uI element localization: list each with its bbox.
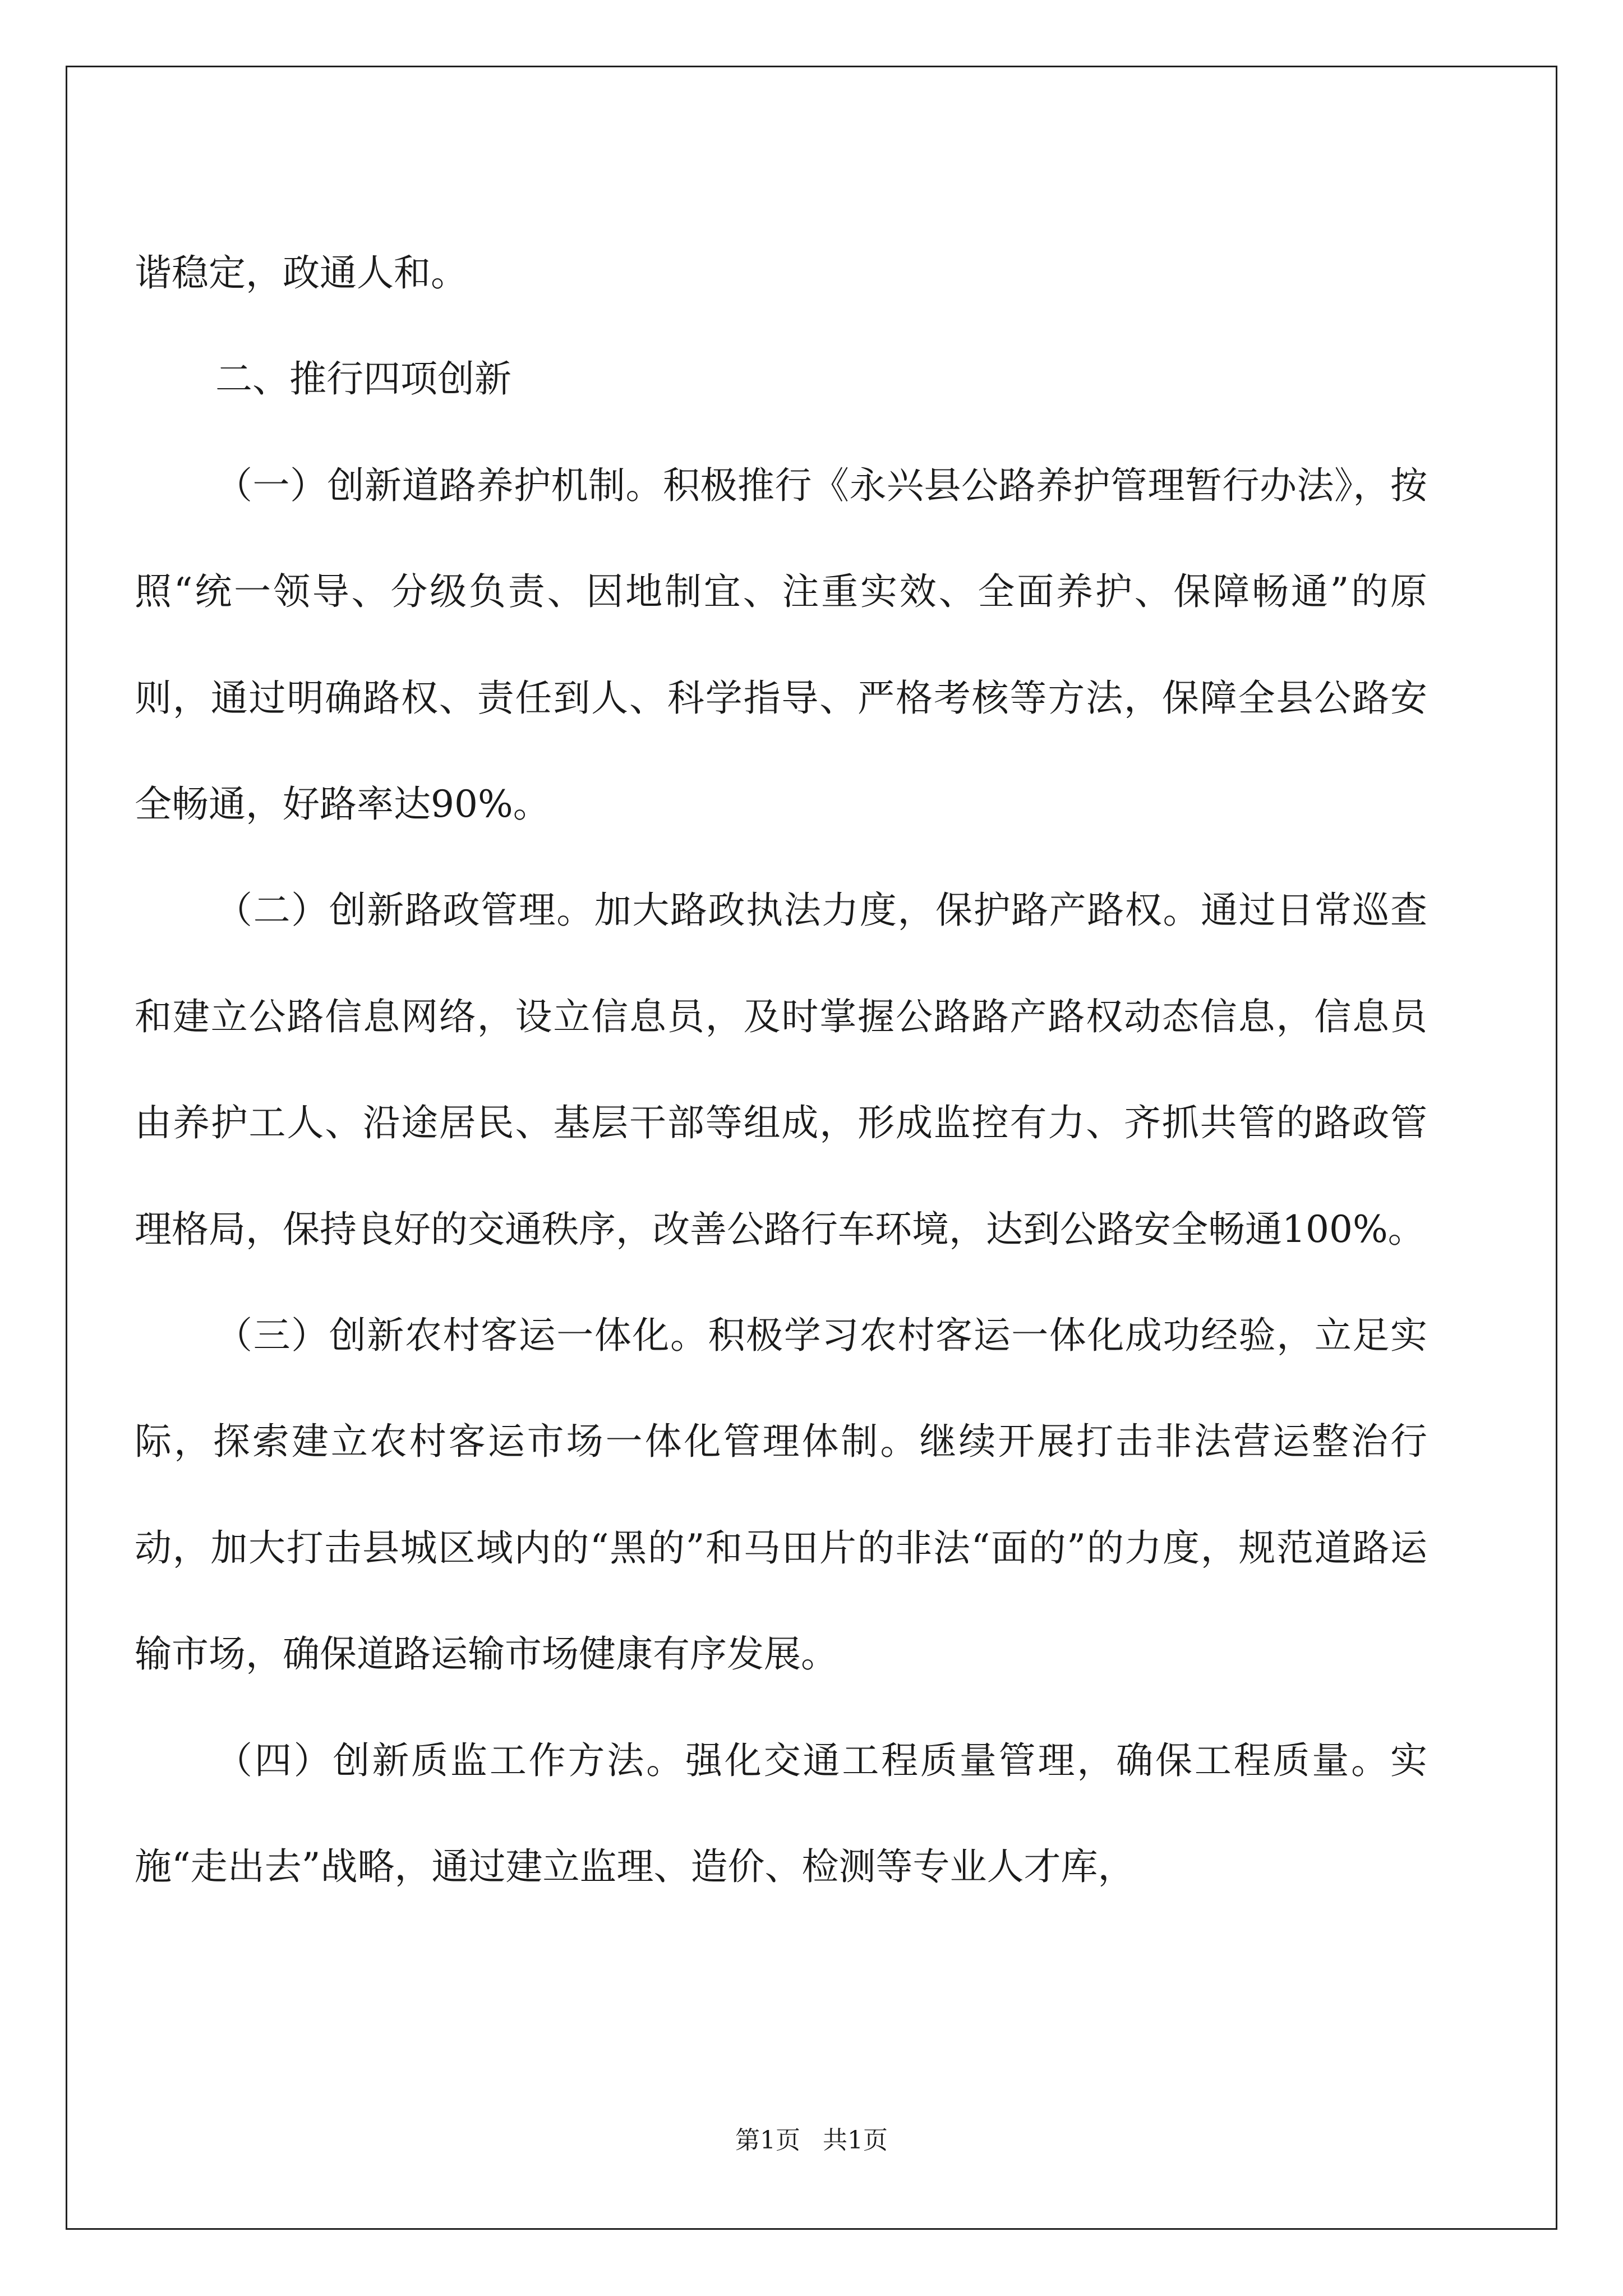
paragraph-road-maintenance: （一）创新道路养护机制。积极推行《永兴县公路养护管理暂行办法》，按照“统一领导、分级负责、因地制宜、注重实效、全面养护、保障畅通”的原则，通过明确路权、责任到人、科学指导、严格考核等方法，保障全县公路安全畅通，好路率达90%。 [135, 463, 1427, 826]
paragraph-continuation: 谐稳定，政通人和。 [135, 251, 468, 295]
page-total: 共1页 [823, 2126, 888, 2155]
document-body [135, 220, 1427, 1920]
paragraph-rural-transport: （三）创新农村客运一体化。积极学习农村客运一体化成功经验，立足实际，探索建立农村客运市场一体化管理体制。继续开展打击非法营运整治行动，加大打击县城区域内的“黑的”和马田片的非法“面的”的力度，规范道路运输市场，确保道路运输市场健康有序发展。 [135, 1314, 1427, 1676]
page-number: 第1页 [735, 2126, 800, 2155]
page-footer [0, 2124, 1623, 2157]
paragraph-road-administration: （二）创新路政管理。加大路政执法力度，保护路产路权。通过日常巡查和建立公路信息网络，设立信息员，及时掌握公路路产路权动态信息，信息员由养护工人、沿途居民、基层干部等组成，形成监控有力、齐抓共管的路政管理格局，保持良好的交通秩序，改善公路行车环境，达到公路安全畅通100%。 [135, 889, 1427, 1251]
paragraph-quality-supervision: （四）创新质监工作方法。强化交通工程质量管理，确保工程质量。实施“走出去”战略，通过建立监理、造价、检测等专业人才库， [135, 1738, 1427, 1889]
section-heading: 二、推行四项创新 [215, 357, 511, 401]
